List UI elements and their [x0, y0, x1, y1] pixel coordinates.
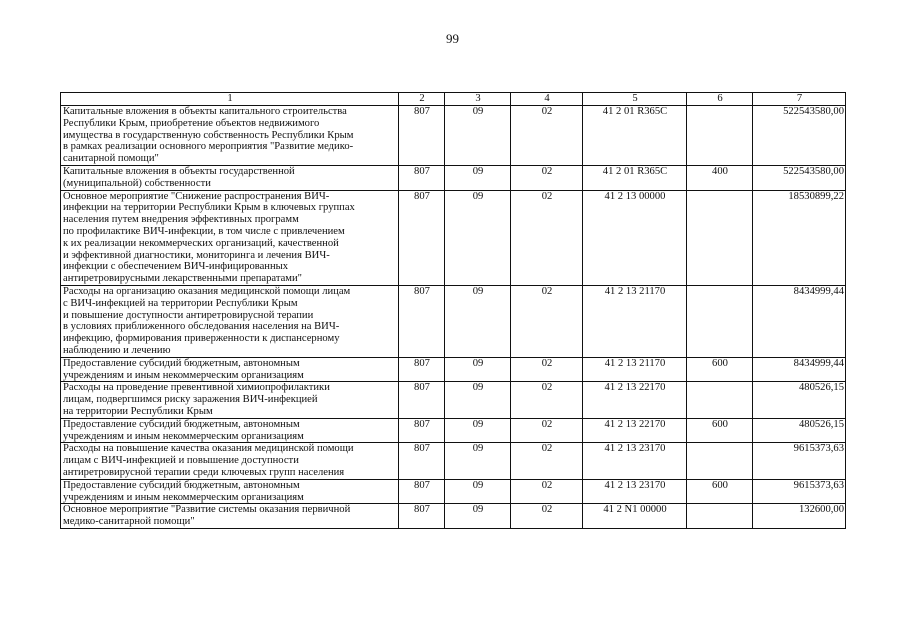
- grbs-code: 807: [399, 106, 445, 166]
- expense-type-code: [687, 190, 753, 285]
- target-code: 41 2 13 21170: [583, 357, 687, 382]
- section-code: 09: [445, 106, 511, 166]
- table-row: [61, 106, 846, 166]
- item-name: Предоставление субсидий бюджетным, автономным учреждениям и иным некоммерческим организациям: [61, 357, 399, 382]
- target-code: 41 2 13 00000: [583, 190, 687, 285]
- subsection-code: 02: [511, 504, 583, 529]
- table-row: [61, 165, 846, 190]
- expense-type-code: 600: [687, 479, 753, 504]
- expense-type-code: 400: [687, 165, 753, 190]
- page-number: 99: [446, 31, 459, 46]
- target-code: 41 2 13 21170: [583, 285, 687, 357]
- item-name: Основное мероприятие "Снижение распространения ВИЧ- инфекции на территории Республики Крым в ключевых группах населения путем внедрения эффективных программ по профилактике ВИЧ-инфекции, в том числе с привлечением к их реализации некоммерческих организаций, качественной и эффективной диагностики, мониторинга и лечения ВИЧ- инфекции с обеспечением ВИЧ-инфицированных антиретровирусными лекарственными препаратами": [61, 190, 399, 285]
- table-row: [61, 382, 846, 418]
- target-code: 41 2 N1 00000: [583, 504, 687, 529]
- column-header: 2: [399, 93, 445, 106]
- target-code: 41 2 01 R365C: [583, 106, 687, 166]
- item-name: Предоставление субсидий бюджетным, автономным учреждениям и иным некоммерческим организациям: [61, 479, 399, 504]
- amount: 8434999,44: [753, 285, 846, 357]
- subsection-code: 02: [511, 190, 583, 285]
- target-code: 41 2 13 23170: [583, 443, 687, 479]
- column-header: 1: [61, 93, 399, 106]
- grbs-code: 807: [399, 285, 445, 357]
- table-row: [61, 357, 846, 382]
- expense-type-code: [687, 443, 753, 479]
- section-code: 09: [445, 504, 511, 529]
- expense-type-code: [687, 504, 753, 529]
- table-row: [61, 190, 846, 285]
- table-row: [61, 504, 846, 529]
- subsection-code: 02: [511, 165, 583, 190]
- grbs-code: 807: [399, 418, 445, 443]
- subsection-code: 02: [511, 382, 583, 418]
- section-code: 09: [445, 443, 511, 479]
- subsection-code: 02: [511, 106, 583, 166]
- grbs-code: 807: [399, 190, 445, 285]
- item-name: Расходы на проведение превентивной химиопрофилактики лицам, подвергшимся риску заражения ВИЧ-инфекцией на территории Республики Крым: [61, 382, 399, 418]
- section-code: 09: [445, 418, 511, 443]
- table-row: [61, 443, 846, 479]
- target-code: 41 2 13 22170: [583, 418, 687, 443]
- section-code: 09: [445, 479, 511, 504]
- subsection-code: 02: [511, 357, 583, 382]
- item-name: Расходы на повышение качества оказания медицинской помощи лицам с ВИЧ-инфекцией и повышение доступности антиретровирусной терапии среди ключевых групп населения: [61, 443, 399, 479]
- grbs-code: 807: [399, 357, 445, 382]
- item-name: Основное мероприятие "Развитие системы оказания первичной медико-санитарной помощи": [61, 504, 399, 529]
- amount: 480526,15: [753, 382, 846, 418]
- target-code: 41 2 13 23170: [583, 479, 687, 504]
- header-row: [61, 93, 846, 106]
- grbs-code: 807: [399, 382, 445, 418]
- column-header: 5: [583, 93, 687, 106]
- amount: 9615373,63: [753, 479, 846, 504]
- budget-table: [60, 92, 846, 529]
- item-name: Расходы на организацию оказания медицинской помощи лицам с ВИЧ-инфекцией на территории Республики Крым и повышение доступности антиретровирусной терапии в условиях приближенного обследования населения на ВИЧ- инфекцию, формирования приверженности к диспансерному наблюдению и лечению: [61, 285, 399, 357]
- grbs-code: 807: [399, 504, 445, 529]
- target-code: 41 2 01 R365C: [583, 165, 687, 190]
- expense-type-code: [687, 382, 753, 418]
- grbs-code: 807: [399, 443, 445, 479]
- table-row: [61, 285, 846, 357]
- expense-type-code: [687, 285, 753, 357]
- table-row: [61, 418, 846, 443]
- amount: 18530899,22: [753, 190, 846, 285]
- subsection-code: 02: [511, 479, 583, 504]
- section-code: 09: [445, 382, 511, 418]
- item-name: Капитальные вложения в объекты капитального строительства Республики Крым, приобретение объектов недвижимого имущества в государственную собственность Республики Крым в рамках реализации основного мероприятия "Развитие медико- санитарной помощи": [61, 106, 399, 166]
- section-code: 09: [445, 165, 511, 190]
- target-code: 41 2 13 22170: [583, 382, 687, 418]
- expense-type-code: [687, 106, 753, 166]
- amount: 9615373,63: [753, 443, 846, 479]
- column-header: 6: [687, 93, 753, 106]
- expense-type-code: 600: [687, 418, 753, 443]
- section-code: 09: [445, 190, 511, 285]
- grbs-code: 807: [399, 165, 445, 190]
- table-row: [61, 479, 846, 504]
- expense-type-code: 600: [687, 357, 753, 382]
- amount: 522543580,00: [753, 165, 846, 190]
- column-header: 4: [511, 93, 583, 106]
- amount: 132600,00: [753, 504, 846, 529]
- section-code: 09: [445, 285, 511, 357]
- amount: 8434999,44: [753, 357, 846, 382]
- item-name: Капитальные вложения в объекты государственной (муниципальной) собственности: [61, 165, 399, 190]
- section-code: 09: [445, 357, 511, 382]
- subsection-code: 02: [511, 418, 583, 443]
- amount: 522543580,00: [753, 106, 846, 166]
- column-header: 3: [445, 93, 511, 106]
- column-header: 7: [753, 93, 846, 106]
- subsection-code: 02: [511, 285, 583, 357]
- amount: 480526,15: [753, 418, 846, 443]
- subsection-code: 02: [511, 443, 583, 479]
- grbs-code: 807: [399, 479, 445, 504]
- item-name: Предоставление субсидий бюджетным, автономным учреждениям и иным некоммерческим организациям: [61, 418, 399, 443]
